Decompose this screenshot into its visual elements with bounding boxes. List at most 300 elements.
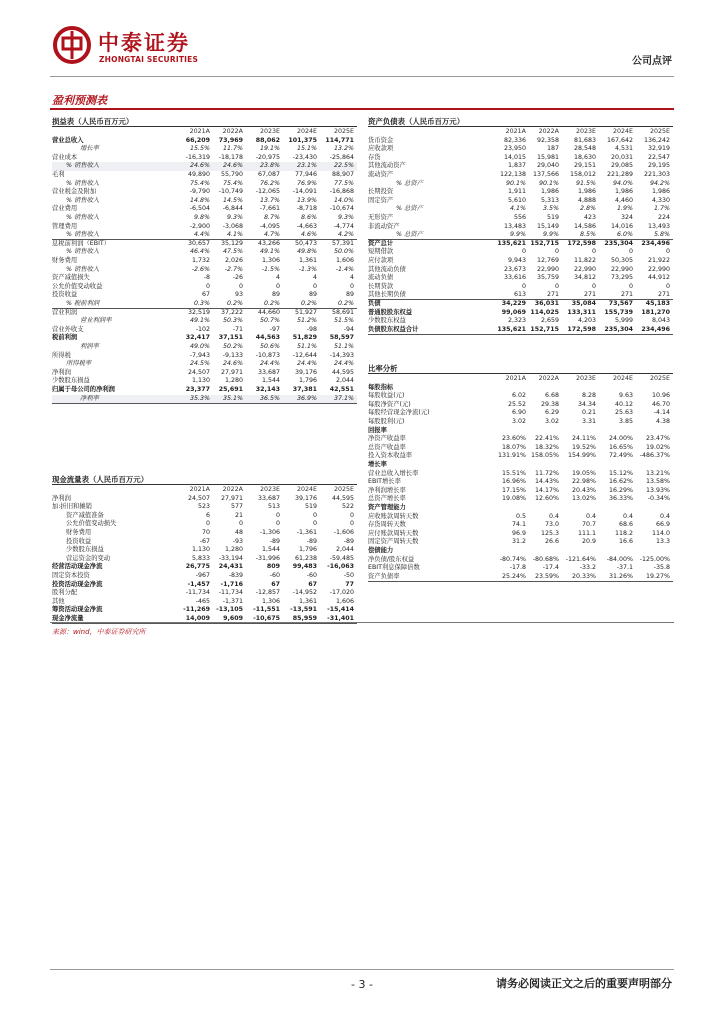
value-cell: 51.5% bbox=[333, 317, 354, 325]
row-label: 归属于母公司的净利润 bbox=[52, 386, 115, 393]
row-label: 每股股利(元) bbox=[368, 418, 405, 425]
value-cell: -14,393 bbox=[329, 351, 354, 359]
row-label: 其他流动负债 bbox=[368, 265, 406, 273]
value-cell: 34,812 bbox=[573, 274, 596, 282]
value-cell: 29.38 bbox=[540, 400, 559, 408]
table-row bbox=[52, 188, 357, 197]
table-row bbox=[368, 478, 673, 487]
value-cell: -7,943 bbox=[189, 351, 210, 359]
value-cell: 114,025 bbox=[530, 308, 559, 316]
value-cell: 67 bbox=[201, 291, 210, 299]
row-label: 其他长期负债 bbox=[368, 291, 406, 299]
value-cell: -0.34% bbox=[647, 495, 670, 503]
value-cell: -33.2 bbox=[579, 564, 596, 572]
row-label: 每股净资产(元) bbox=[368, 400, 411, 408]
year-header-cell: 2022A bbox=[222, 486, 243, 493]
value-cell: 46.4% bbox=[189, 248, 210, 256]
value-cell: 77,946 bbox=[294, 171, 317, 178]
value-cell: 50.0% bbox=[333, 248, 354, 256]
value-cell: 0 bbox=[349, 520, 354, 528]
row-label: 少数股东损益 bbox=[52, 377, 90, 385]
value-cell: -14,091 bbox=[292, 188, 317, 196]
value-cell: -16,868 bbox=[329, 188, 354, 196]
table-row bbox=[368, 427, 673, 436]
value-cell: 235,304 bbox=[604, 325, 633, 333]
row-label: 资产减值准备 bbox=[66, 511, 104, 519]
value-cell: 158.05% bbox=[530, 452, 559, 460]
row-label: 负债股东权益合计 bbox=[368, 325, 419, 333]
value-cell: 12.60% bbox=[534, 495, 559, 503]
table-row bbox=[52, 352, 357, 361]
value-cell: 6.0% bbox=[617, 231, 633, 239]
year-header-cell: 2025E bbox=[333, 486, 354, 493]
table-row bbox=[368, 547, 673, 556]
table-row bbox=[368, 452, 673, 461]
value-cell: -967 bbox=[195, 572, 210, 579]
value-cell: 519 bbox=[304, 503, 317, 511]
value-cell: 44,595 bbox=[331, 368, 354, 376]
row-label: 净负债/股东权益 bbox=[368, 555, 415, 563]
table-row bbox=[368, 495, 673, 504]
value-cell: 67,087 bbox=[257, 171, 280, 178]
value-cell: 0.5 bbox=[515, 512, 526, 520]
value-cell: 158,012 bbox=[569, 171, 596, 178]
value-cell: -89 bbox=[343, 537, 354, 545]
row-label: EBIT增长率 bbox=[368, 478, 401, 486]
value-cell: 94.0% bbox=[612, 179, 633, 187]
value-cell: 0 bbox=[521, 248, 526, 256]
table-row bbox=[368, 162, 673, 171]
year-header-cell: 2024E bbox=[612, 375, 633, 382]
value-cell: 522 bbox=[341, 503, 354, 511]
value-cell: 181,270 bbox=[641, 308, 670, 316]
value-cell: 271 bbox=[620, 291, 633, 299]
value-cell: 18.32% bbox=[534, 443, 559, 451]
zhongtai-logo-icon bbox=[52, 25, 92, 65]
value-cell: -80.74% bbox=[499, 555, 526, 563]
value-cell: 556 bbox=[513, 214, 526, 221]
table-rule bbox=[368, 126, 673, 127]
value-cell: 271 bbox=[546, 291, 559, 299]
value-cell: 31.2 bbox=[511, 538, 526, 546]
value-cell: -16,319 bbox=[185, 153, 210, 161]
table-row bbox=[52, 520, 357, 529]
value-cell: 1,130 bbox=[191, 546, 210, 554]
value-cell: 67 bbox=[271, 580, 280, 588]
value-cell: 32,143 bbox=[255, 386, 280, 393]
value-cell: 4.38 bbox=[655, 418, 670, 425]
value-cell: -11,269 bbox=[183, 606, 210, 614]
value-cell: 221,289 bbox=[606, 171, 633, 178]
row-label: % 销售收入 bbox=[66, 196, 100, 204]
row-label: 其他 bbox=[52, 597, 65, 605]
value-cell: 15,981 bbox=[536, 153, 559, 161]
table-row bbox=[52, 214, 357, 223]
value-cell: 88,907 bbox=[331, 171, 354, 178]
value-cell: 0 bbox=[238, 282, 243, 290]
value-cell: -1,457 bbox=[187, 580, 210, 588]
row-label: 每股指标 bbox=[368, 383, 394, 391]
row-label: 偿债能力 bbox=[368, 547, 394, 554]
value-cell: -4,774 bbox=[333, 222, 354, 230]
row-label: 毛利 bbox=[52, 171, 65, 178]
value-cell: 111.1 bbox=[577, 529, 596, 537]
value-cell: 22.5% bbox=[333, 162, 354, 170]
value-cell: -4,663 bbox=[296, 222, 317, 230]
year-header-cell: 2024E bbox=[296, 128, 317, 135]
value-cell: 16.62% bbox=[608, 478, 633, 486]
value-cell: -11,734 bbox=[185, 589, 210, 597]
table-row bbox=[368, 461, 673, 470]
value-cell: 32,919 bbox=[647, 145, 670, 153]
value-cell: 13.02% bbox=[571, 495, 596, 503]
value-cell: 8.28 bbox=[581, 392, 596, 400]
value-cell: 12,769 bbox=[536, 257, 559, 264]
value-cell: 22,990 bbox=[647, 265, 670, 273]
table-row bbox=[368, 504, 673, 513]
value-cell: 73.0 bbox=[544, 521, 559, 529]
value-cell: 9.3% bbox=[227, 214, 243, 221]
value-cell: 6 bbox=[205, 511, 210, 519]
table-row bbox=[368, 409, 673, 418]
value-cell: 13.9% bbox=[296, 196, 317, 204]
row-label: 少数股东权益 bbox=[368, 317, 406, 325]
value-cell: -35.8 bbox=[653, 564, 670, 572]
value-cell: 70.7 bbox=[581, 521, 596, 529]
value-cell: 14.5% bbox=[222, 196, 243, 204]
value-cell: 1.9% bbox=[617, 205, 633, 213]
value-cell: 11.7% bbox=[222, 145, 243, 153]
value-cell: 0.4 bbox=[585, 512, 596, 520]
value-cell: 6.29 bbox=[544, 409, 559, 417]
value-cell: 24.00% bbox=[608, 435, 633, 443]
table-row bbox=[368, 384, 673, 393]
ratio-analysis-title: 比率分析 bbox=[368, 364, 398, 373]
value-cell: -17.4 bbox=[542, 564, 559, 572]
value-cell: 73,969 bbox=[218, 136, 243, 144]
value-cell: 122,138 bbox=[499, 171, 526, 178]
value-cell: -13,591 bbox=[290, 606, 317, 614]
row-label: 营业税金及附加 bbox=[52, 188, 97, 196]
value-cell: 57,391 bbox=[331, 239, 354, 247]
row-label: 投资收益 bbox=[66, 537, 92, 545]
value-cell: 39,176 bbox=[294, 494, 317, 502]
value-cell: 94.2% bbox=[649, 179, 670, 187]
value-cell: -25,864 bbox=[329, 153, 354, 161]
row-label: EBIT利息保障倍数 bbox=[368, 564, 420, 572]
value-cell: -8,718 bbox=[296, 205, 317, 213]
year-header-cell: 2021A bbox=[189, 486, 210, 493]
table-row bbox=[368, 487, 673, 496]
row-label: 现金净流量 bbox=[52, 615, 84, 622]
value-cell: 19.05% bbox=[571, 469, 596, 477]
value-cell: 8.5% bbox=[580, 231, 596, 239]
table-row bbox=[52, 162, 357, 171]
value-cell: -10,749 bbox=[218, 188, 243, 196]
value-cell: -80.68% bbox=[532, 555, 559, 563]
value-cell: 44,912 bbox=[647, 274, 670, 282]
value-cell: 89 bbox=[271, 291, 280, 299]
value-cell: 2,044 bbox=[335, 546, 354, 554]
row-label: 净利润 bbox=[52, 368, 71, 376]
value-cell: 3.31 bbox=[581, 418, 596, 425]
value-cell: 23,673 bbox=[503, 265, 526, 273]
value-cell: 1,986 bbox=[651, 188, 670, 196]
row-label: % 总资产 bbox=[396, 205, 423, 213]
row-label: 存货 bbox=[368, 153, 381, 161]
value-cell: 5,833 bbox=[191, 554, 210, 562]
value-cell: 4 bbox=[349, 274, 354, 282]
value-cell: 5,313 bbox=[540, 196, 559, 204]
value-cell: 48 bbox=[234, 529, 243, 536]
table-row bbox=[368, 214, 673, 223]
value-cell: -89 bbox=[306, 537, 317, 545]
value-cell: -6,504 bbox=[189, 205, 210, 213]
row-label: 净资产收益率 bbox=[368, 435, 406, 443]
value-cell: -10,873 bbox=[255, 351, 280, 359]
value-cell: 523 bbox=[197, 503, 210, 511]
table-row bbox=[368, 317, 673, 326]
value-cell: 9.9% bbox=[543, 231, 559, 239]
value-cell: 96.9 bbox=[511, 529, 526, 537]
value-cell: 24,431 bbox=[218, 563, 243, 571]
source-note: 来源：wind，中泰证券研究所 bbox=[52, 628, 146, 636]
value-cell: 51,829 bbox=[292, 334, 317, 342]
table-row bbox=[368, 223, 673, 232]
section-title: 盈利预测表 bbox=[52, 94, 107, 107]
value-cell: 14.0% bbox=[333, 196, 354, 204]
value-cell: 17.15% bbox=[501, 486, 526, 494]
value-cell: 66.9 bbox=[655, 521, 670, 529]
value-cell: 75.4% bbox=[189, 179, 210, 187]
value-cell: 13,493 bbox=[647, 222, 670, 230]
value-cell: 36,031 bbox=[534, 300, 559, 307]
table-row bbox=[368, 470, 673, 479]
value-cell: 0 bbox=[521, 282, 526, 290]
table-row bbox=[52, 343, 357, 352]
value-cell: -18,178 bbox=[218, 153, 243, 161]
value-cell: 1,796 bbox=[298, 546, 317, 554]
value-cell: 234,496 bbox=[641, 239, 670, 247]
row-label: 短期借款 bbox=[368, 248, 394, 256]
value-cell: 0 bbox=[591, 248, 596, 256]
year-header-cell: 2024E bbox=[612, 128, 633, 135]
table-row bbox=[52, 283, 357, 292]
value-cell: 23.47% bbox=[645, 435, 670, 443]
table-row bbox=[52, 291, 357, 300]
value-cell: 19.27% bbox=[645, 572, 670, 580]
row-label: 投资活动现金净流 bbox=[52, 580, 103, 588]
value-cell: 22,990 bbox=[610, 265, 633, 273]
value-cell: 133,311 bbox=[567, 308, 596, 316]
value-cell: 49.0% bbox=[189, 343, 210, 350]
row-label: 财务费用 bbox=[52, 257, 78, 264]
value-cell: -4.14 bbox=[653, 409, 670, 417]
value-cell: 0 bbox=[275, 511, 280, 519]
value-cell: 49.1% bbox=[259, 248, 280, 256]
value-cell: 1,606 bbox=[335, 257, 354, 264]
value-cell: -37.1 bbox=[616, 564, 633, 572]
value-cell: 234,496 bbox=[641, 325, 670, 333]
value-cell: 50,473 bbox=[294, 239, 317, 247]
value-cell: -9,790 bbox=[189, 188, 210, 196]
value-cell: 20.43% bbox=[571, 486, 596, 494]
row-label: 少数股东损益 bbox=[66, 546, 104, 554]
value-cell: 23,950 bbox=[503, 145, 526, 153]
value-cell: 19.1% bbox=[259, 145, 280, 153]
value-cell: 24.4% bbox=[259, 360, 280, 368]
value-cell: 76.9% bbox=[296, 179, 317, 187]
value-cell: -6,844 bbox=[222, 205, 243, 213]
table-row bbox=[368, 538, 673, 547]
table-row bbox=[368, 240, 673, 249]
value-cell: 35,129 bbox=[220, 239, 243, 247]
row-label: 营业总收入增长率 bbox=[368, 469, 419, 477]
table-row bbox=[368, 564, 673, 573]
value-cell: 19.08% bbox=[501, 495, 526, 503]
value-cell: 22,990 bbox=[573, 265, 596, 273]
value-cell: 46.70 bbox=[651, 400, 670, 408]
row-label: 财务费用 bbox=[66, 529, 92, 536]
value-cell: 152,715 bbox=[530, 325, 559, 333]
row-label: % 销售收入 bbox=[66, 214, 100, 221]
row-label: 股利分配 bbox=[52, 589, 78, 597]
value-cell: 4.6% bbox=[301, 231, 317, 239]
table-row bbox=[368, 521, 673, 530]
value-cell: 13,483 bbox=[503, 222, 526, 230]
year-header-cell: 2024E bbox=[296, 486, 317, 493]
value-cell: 21 bbox=[234, 511, 243, 519]
table-row bbox=[52, 563, 357, 572]
value-cell: 4,460 bbox=[614, 196, 633, 204]
value-cell: 187 bbox=[546, 145, 559, 153]
value-cell: 51.2% bbox=[296, 317, 317, 325]
value-cell: 3.02 bbox=[511, 418, 526, 425]
value-cell: 9,943 bbox=[507, 257, 526, 264]
value-cell: 29,085 bbox=[610, 162, 633, 170]
value-cell: 1,837 bbox=[507, 162, 526, 170]
value-cell: 33,687 bbox=[257, 494, 280, 502]
value-cell: 125.3 bbox=[540, 529, 559, 537]
table-row bbox=[52, 197, 357, 206]
value-cell: 1,280 bbox=[224, 377, 243, 385]
table-row bbox=[52, 377, 357, 386]
table-row bbox=[368, 392, 673, 401]
value-cell: 1,544 bbox=[261, 546, 280, 554]
value-cell: 0 bbox=[312, 511, 317, 519]
value-cell: 0 bbox=[665, 282, 670, 290]
value-cell: 3.85 bbox=[618, 418, 633, 425]
value-cell: 5,999 bbox=[614, 317, 633, 325]
value-cell: -59,485 bbox=[329, 554, 354, 562]
value-cell: 31.26% bbox=[608, 572, 633, 580]
table-row bbox=[368, 309, 673, 318]
value-cell: 2,659 bbox=[540, 317, 559, 325]
value-cell: 36.5% bbox=[259, 394, 280, 402]
year-header-cell: 2025E bbox=[649, 128, 670, 135]
value-cell: 15,149 bbox=[536, 222, 559, 230]
row-label: 加:折旧和摊销 bbox=[52, 503, 92, 511]
value-cell: -125.00% bbox=[639, 555, 670, 563]
value-cell: -98 bbox=[306, 325, 317, 333]
row-label: % 销售收入 bbox=[66, 248, 100, 256]
year-header-cell: 2025E bbox=[333, 128, 354, 135]
row-label: 投资收益 bbox=[52, 291, 78, 299]
value-cell: 13.58% bbox=[645, 478, 670, 486]
year-header-cell: 2023E bbox=[575, 375, 596, 382]
value-cell: 2,044 bbox=[335, 377, 354, 385]
value-cell: 92,358 bbox=[536, 136, 559, 144]
value-cell: 61,238 bbox=[294, 554, 317, 562]
table-row bbox=[368, 231, 673, 240]
row-label: 固定资本投资 bbox=[52, 572, 90, 579]
value-cell: 0 bbox=[312, 520, 317, 528]
value-cell: 0 bbox=[554, 248, 559, 256]
table-row bbox=[52, 495, 357, 504]
value-cell: -102 bbox=[195, 325, 210, 333]
table-row bbox=[52, 538, 357, 547]
table-row bbox=[368, 205, 673, 214]
table-row bbox=[52, 546, 357, 555]
section-divider bbox=[50, 108, 674, 110]
row-label: 所得税率 bbox=[66, 360, 92, 368]
value-cell: 22.41% bbox=[534, 435, 559, 443]
value-cell: -97 bbox=[269, 325, 280, 333]
table-row bbox=[52, 529, 357, 538]
value-cell: -26 bbox=[232, 274, 243, 282]
footer-disclaimer: 请务必阅读正文之后的重要声明部分 bbox=[496, 977, 672, 990]
table-row bbox=[52, 205, 357, 214]
value-cell: 0 bbox=[628, 248, 633, 256]
value-cell: 2,323 bbox=[507, 317, 526, 325]
value-cell: 4,203 bbox=[577, 317, 596, 325]
value-cell: 114,771 bbox=[325, 136, 354, 144]
value-cell: -50 bbox=[343, 572, 354, 579]
value-cell: -121.64% bbox=[565, 555, 596, 563]
source-divider bbox=[50, 622, 674, 623]
value-cell: 35,084 bbox=[571, 300, 596, 307]
table-row bbox=[368, 573, 673, 582]
value-cell: 15.5% bbox=[189, 145, 210, 153]
value-cell: -1,606 bbox=[333, 529, 354, 536]
value-cell: 90.1% bbox=[505, 179, 526, 187]
value-cell: 23.8% bbox=[259, 162, 280, 170]
value-cell: 9.3% bbox=[338, 214, 354, 221]
value-cell: -93 bbox=[232, 537, 243, 545]
table-row bbox=[52, 589, 357, 598]
value-cell: 19.52% bbox=[571, 443, 596, 451]
value-cell: 20.33% bbox=[571, 572, 596, 580]
value-cell: 89 bbox=[308, 291, 317, 299]
row-label: 增长率 bbox=[368, 461, 387, 468]
row-label: % 税前利润 bbox=[66, 300, 100, 307]
value-cell: -89 bbox=[269, 537, 280, 545]
value-cell: 24.11% bbox=[571, 435, 596, 443]
value-cell: -17.8 bbox=[509, 564, 526, 572]
value-cell: 0 bbox=[554, 282, 559, 290]
row-label: 普通股股东权益 bbox=[368, 308, 413, 316]
value-cell: 36.33% bbox=[608, 495, 633, 503]
row-label: 每股收益(元) bbox=[368, 392, 405, 400]
value-cell: 13.93% bbox=[645, 486, 670, 494]
row-label: 应付账款周转天数 bbox=[368, 529, 419, 537]
value-cell: 0 bbox=[665, 248, 670, 256]
value-cell: -94 bbox=[343, 325, 354, 333]
row-label: 非流动资产 bbox=[368, 222, 400, 230]
row-label: 公允价值变动损失 bbox=[66, 520, 117, 528]
value-cell: 51.1% bbox=[333, 343, 354, 350]
value-cell: -23,430 bbox=[292, 153, 317, 161]
